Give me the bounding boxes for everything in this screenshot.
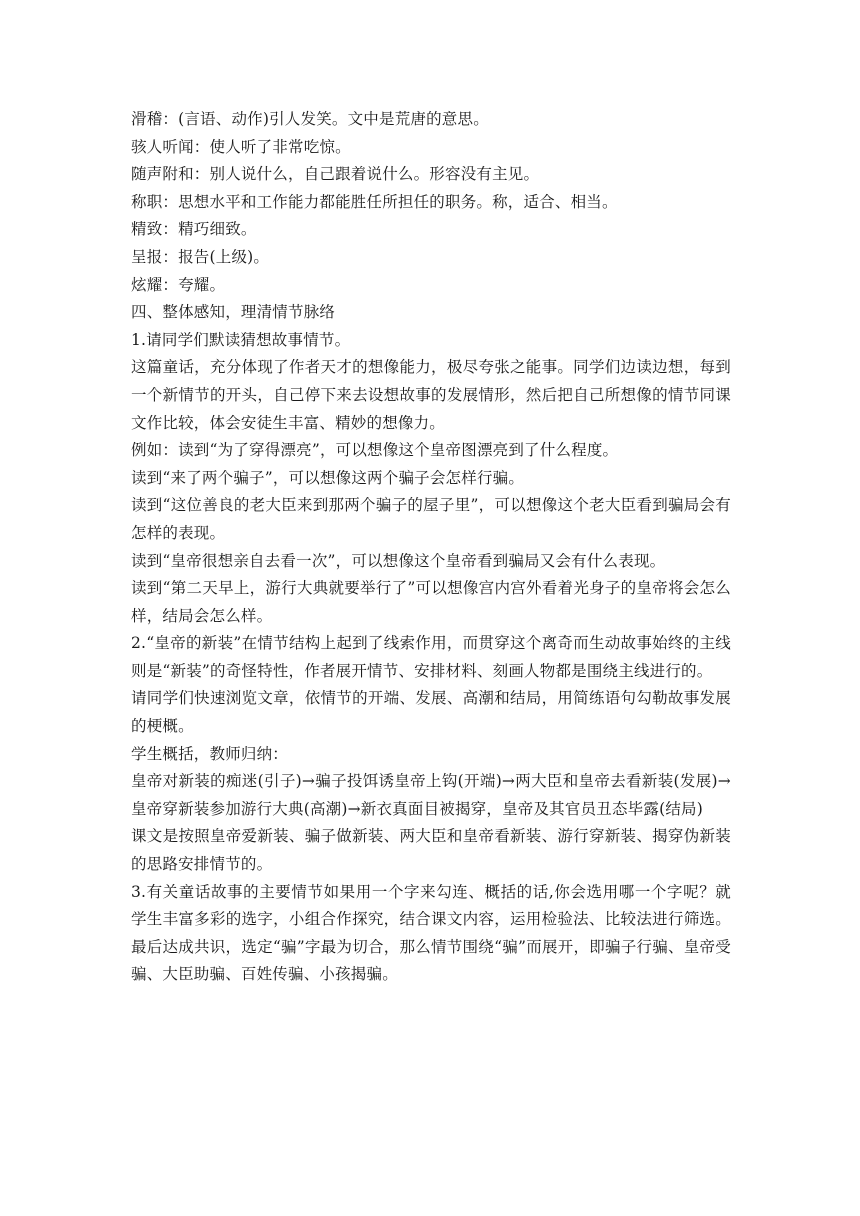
paragraph-browse-instruction: 请同学们快速浏览文章，依情节的开端、发展、高潮和结局，用简练语句勾勒故事发展的梗概。 bbox=[131, 689, 731, 736]
paragraph-huaji: 滑稽：(言语、动作)引人发笑。文中是荒唐的意思。 bbox=[131, 110, 489, 128]
paragraph-plot-arrangement: 课文是按照皇帝爱新装、骗子做新装、两大臣和皇帝看新装、游行穿新装、揭穿伪新装的思路安排情节的。 bbox=[131, 827, 731, 874]
paragraph-plot-chain: 皇帝对新装的痴迷(引子)→骗子投饵诱皇帝上钩(开端)→两大臣和皇帝去看新装(发展)→皇帝穿新装参加游行大典(高潮)→新衣真面目被揭穿，皇帝及其官员丑态毕露(结局) bbox=[131, 772, 731, 818]
paragraph-jingzhi: 精致：精巧细致。 bbox=[131, 220, 257, 239]
paragraph-chengbao: 呈报：报告(上级)。 bbox=[131, 247, 270, 266]
paragraph-chenzhi: 称职：思想水平和工作能力都能胜任所担任的职务。称，适合、相当。 bbox=[131, 192, 618, 211]
paragraph-example-3: 读到“这位善良的老大臣来到那两个骗子的屋子里”，可以想像这个老大臣看到骗局会有怎样的表现。 bbox=[131, 496, 731, 542]
paragraph-example-2: 读到“来了两个骗子”，可以想像这两个骗子会怎样行骗。 bbox=[131, 468, 525, 487]
paragraph-xuanyao: 炫耀：夸耀。 bbox=[131, 275, 226, 294]
document-body bbox=[131, 106, 731, 989]
paragraph-suishengfuhe: 随声附和：别人说什么，自己跟着说什么。形容没有主见。 bbox=[131, 165, 540, 184]
paragraph-example-5: 读到“第二天早上，游行大典就要举行了”可以想像宫内宫外看着光身子的皇帝将会怎么样，结局会怎么样。 bbox=[131, 579, 731, 625]
paragraph-example-4: 读到“皇帝很想亲自去看一次”，可以想像这个皇帝看到骗局又会有什么表现。 bbox=[131, 551, 666, 570]
paragraph-hairentingwen: 骇人听闻：使人听了非常吃惊。 bbox=[131, 137, 351, 156]
section-heading-4: 四、整体感知，理清情节脉络 bbox=[131, 303, 336, 322]
paragraph-summary-label: 学生概括，教师归纳： bbox=[131, 744, 289, 763]
item-2-paragraph: 2.“皇帝的新装”在情节结构上起到了线索作用，而贯穿这个离奇而生动故事始终的主线则是“新装”的奇怪特性，作者展开情节、安排材料、刻画人物都是围绕主线进行的。 bbox=[131, 634, 731, 680]
paragraph-intro-fairytale: 这篇童话，充分体现了作者天才的想像能力，极尽夸张之能事。同学们边读边想，每到一个新情节的开头，自己停下来去设想故事的发展情形，然后把自己所想像的情节同课文作比较，体会安徒生丰富、精妙的想像力。 bbox=[131, 358, 731, 432]
paragraph-example-1: 例如：读到“为了穿得漂亮”，可以想像这个皇帝图漂亮到了什么程度。 bbox=[131, 441, 619, 460]
item-1-heading: 1.请同学们默读猜想故事情节。 bbox=[131, 330, 351, 349]
item-3-paragraph: 3.有关童话故事的主要情节如果用一个字来勾连、概括的话,你会选用哪一个字呢？就学生丰富多彩的选字，小组合作探究，结合课文内容，运用检验法、比较法进行筛选。最后达成共识，选定“骗”字最为切合，那么情节围绕“骗”而展开，即骗子行骗、皇帝受骗、大臣助骗、百姓传骗、小孩揭骗。 bbox=[131, 882, 731, 984]
